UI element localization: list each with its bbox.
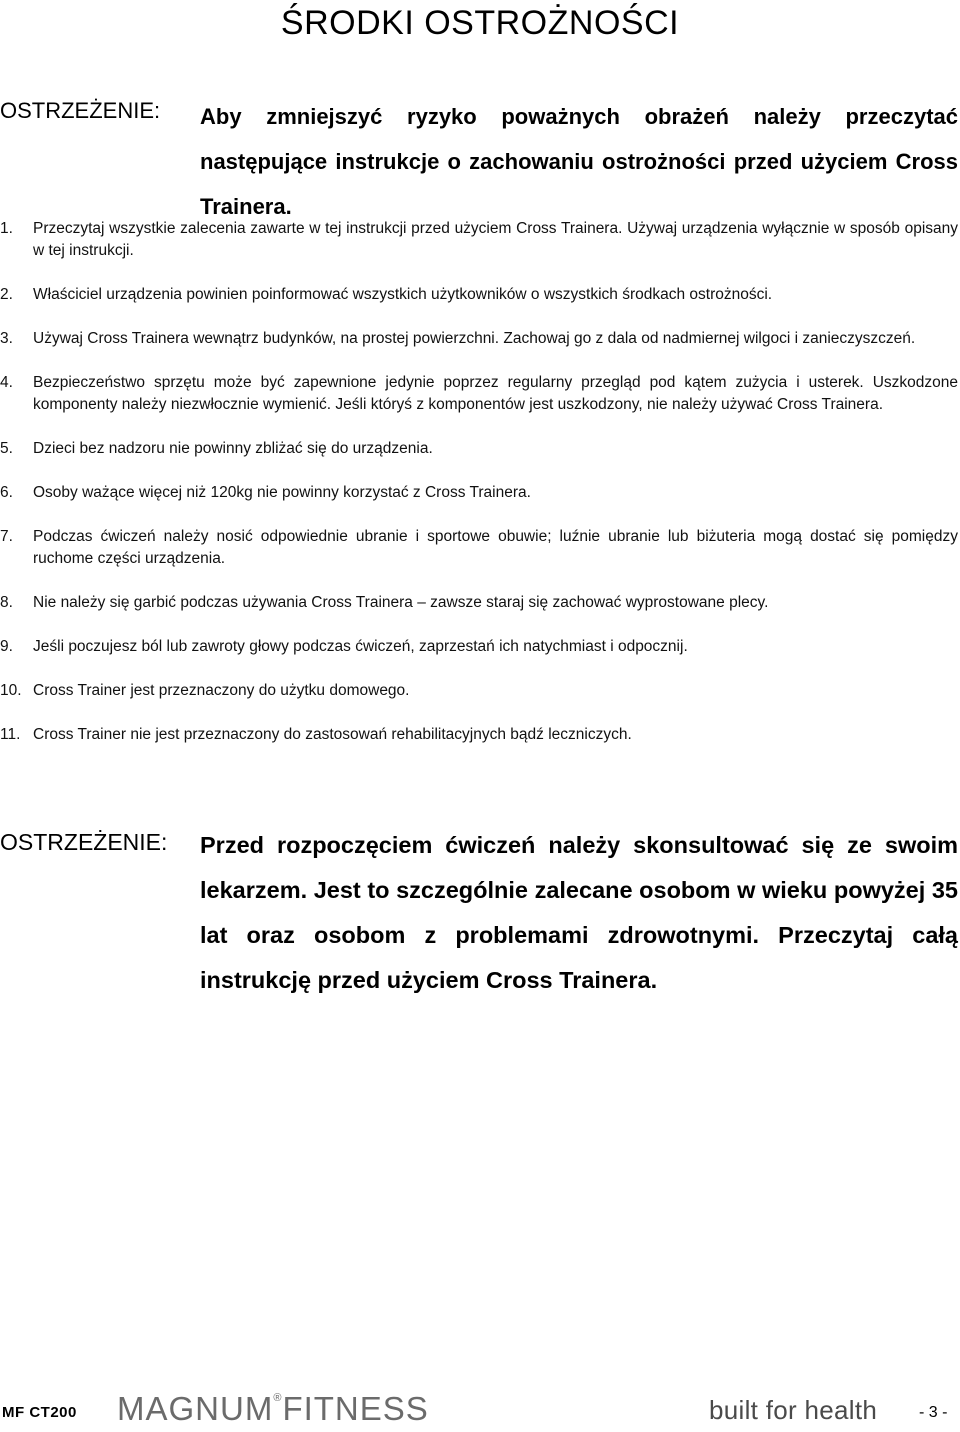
warning-text: Aby zmniejszyć ryzyko poważnych obrażeń należy przeczytać następujące instrukcje o zachowaniu ostrożności przed użyciem Cross Trainera. (200, 104, 958, 219)
list-item (0, 218, 958, 262)
list-item (0, 328, 958, 350)
list-item (0, 592, 958, 614)
item-number: 5. (0, 440, 13, 457)
item-number: 3. (0, 330, 13, 347)
item-text: Cross Trainer nie jest przeznaczony do zastosowań rehabilitacyjnych bądź leczniczych. (33, 726, 632, 743)
brand-name-right: FITNESS (282, 1390, 429, 1427)
list-item (0, 680, 958, 702)
item-text: Nie należy się garbić podczas używania Cross Trainera – zawsze staraj się zachować wyprostowane plecy. (33, 594, 769, 611)
warning-label: OSTRZEŻENIE: (0, 98, 161, 123)
item-text: Używaj Cross Trainera wewnątrz budynków, na prostej powierzchni. Zachowaj go z dala od nadmiernej wilgoci i zanieczyszczeń. (33, 330, 916, 347)
item-text: Właściciel urządzenia powinien poinformować wszystkich użytkowników o wszystkich środkach ostrożności. (33, 286, 773, 303)
brand-logo (117, 1390, 429, 1428)
item-text: Cross Trainer jest przeznaczony do użytku domowego. (33, 682, 410, 699)
model-code: MF CT200 (2, 1404, 77, 1421)
warning-text: Przed rozpoczęciem ćwiczeń należy skonsultować się ze swoim lekarzem. Jest to szczególnie zalecane osobom w wieku powyżej 35 lat oraz osobom z problemami zdrowotnymi. Przeczytaj całą instrukcję przed użyciem Cross Trainera. (200, 832, 958, 993)
item-number: 8. (0, 594, 13, 611)
registered-mark: ® (273, 1392, 283, 1404)
brand-name-left: MAGNUM (117, 1390, 274, 1427)
list-item (0, 438, 958, 460)
item-text: Osoby ważące więcej niż 120kg nie powinny korzystać z Cross Trainera. (33, 484, 531, 501)
item-number: 9. (0, 638, 13, 655)
item-text: Podczas ćwiczeń należy nosić odpowiednie ubranie i sportowe obuwie; luźnie ubranie lub biżuteria mogą dostać się pomiędzy ruchome części urządzenia. (33, 528, 958, 567)
list-item (0, 636, 958, 658)
list-item (0, 284, 958, 306)
item-text: Przeczytaj wszystkie zalecenia zawarte w tej instrukcji przed użyciem Cross Trainera. Używaj urządzenia wyłącznie w sposób opisany w tej instrukcji. (33, 220, 958, 259)
item-number: 1. (0, 220, 13, 237)
page-number: - 3 - (919, 1404, 948, 1421)
list-item (0, 372, 958, 416)
item-text: Bezpieczeństwo sprzętu może być zapewnione jedynie poprzez regularny przegląd pod kątem zużycia i usterek. Uszkodzone komponenty należy niezwłocznie wymienić. Jeśli któryś z komponentów jest uszkodzony, nie należy używać Cross Trainera. (33, 374, 958, 413)
list-item (0, 724, 958, 746)
brand-slogan: built for health (709, 1395, 878, 1425)
precautions-list (0, 218, 958, 768)
item-text: Dzieci bez nadzoru nie powinny zbliżać się do urządzenia. (33, 440, 433, 457)
page-footer (0, 1382, 960, 1432)
item-number: 10. (0, 682, 22, 699)
item-number: 4. (0, 374, 13, 391)
page-title: ŚRODKI OSTROŻNOŚCI (280, 4, 680, 42)
item-number: 6. (0, 484, 13, 501)
list-item (0, 482, 958, 504)
item-number: 2. (0, 286, 13, 303)
item-text: Jeśli poczujesz ból lub zawroty głowy podczas ćwiczeń, zaprzestań ich natychmiast i odpocznij. (33, 638, 688, 655)
warning-label: OSTRZEŻENIE: (0, 829, 168, 855)
list-item (0, 526, 958, 570)
item-number: 7. (0, 528, 13, 545)
item-number: 11. (0, 726, 21, 743)
